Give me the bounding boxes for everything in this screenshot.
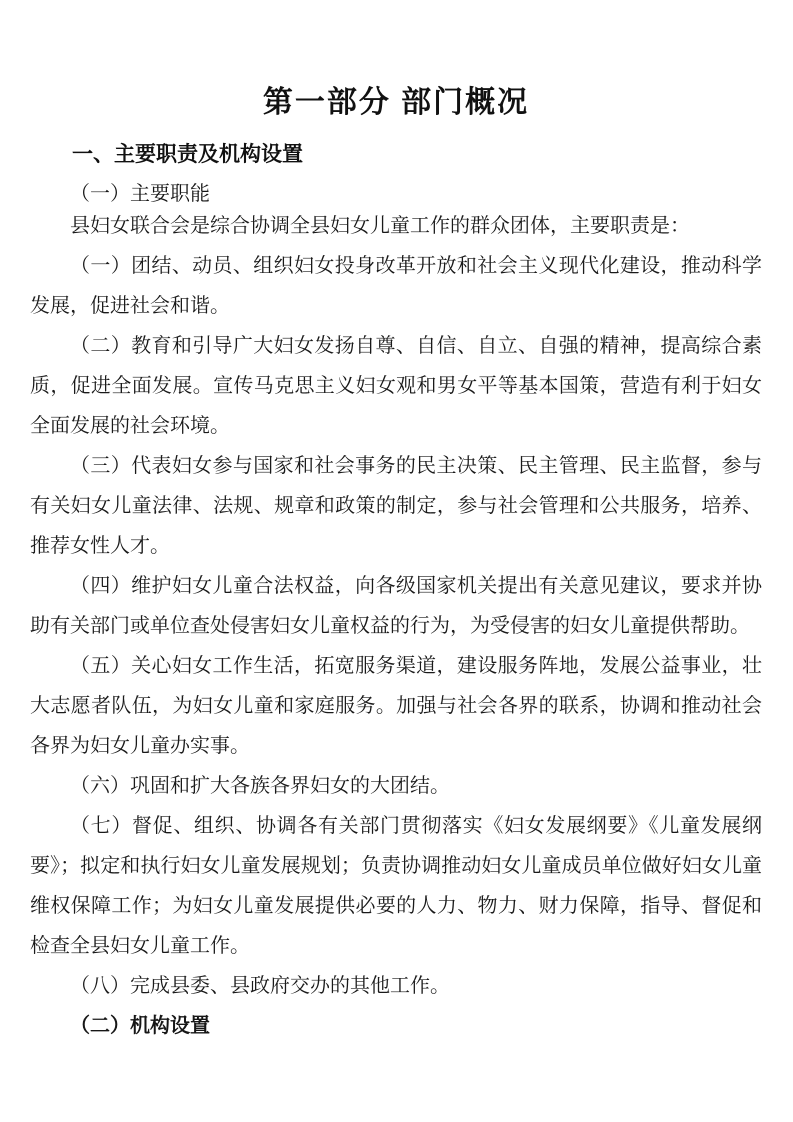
paragraph-intro: 县妇女联合会是综合协调全县妇女儿童工作的群众团体，主要职责是： [70, 215, 690, 237]
paragraph-duty-6: （六）巩固和扩大各族各界妇女的大团结。 [70, 775, 450, 797]
document-title: 第一部分 部门概况 [262, 86, 530, 119]
paragraph-duty-5: （五）关心妇女工作生活，拓宽服务渠道，建设服务阵地，发展公益事业，壮大志愿者队伍，为妇女儿童和家庭服务。加强与社会各界的联系，协调和推动社会各界为妇女儿童办实事。 [30, 655, 762, 757]
paragraph-duty-7: （七）督促、组织、协调各有关部门贯彻落实《妇女发展纲要》《儿童发展纲要》；拟定和执行妇女儿童发展规划；负责协调推动妇女儿童成员单位做好妇女儿童维权保障工作；为妇女儿童发展提供必要的人力、物力、财力保障，指导、督促和检查全县妇女儿童工作。 [30, 815, 762, 957]
paragraph-duty-4: （四）维护妇女儿童合法权益，向各级国家机关提出有关意见建议，要求并协助有关部门或单位查处侵害妇女儿童权益的行为，为受侵害的妇女儿童提供帮助。 [30, 575, 762, 637]
paragraph-duty-8: （八）完成县委、县政府交办的其他工作。 [70, 975, 450, 997]
paragraph-duty-2: （二）教育和引导广大妇女发扬自尊、自信、自立、自强的精神，提高综合素质，促进全面发展。宣传马克思主义妇女观和男女平等基本国策，营造有利于妇女全面发展的社会环境。 [30, 335, 762, 437]
subsection-heading-main-functions: （一）主要职能 [70, 183, 210, 205]
subsection-heading-org-setup: （二）机构设置 [70, 1015, 210, 1037]
section-heading-duties-and-org: 一、主要职责及机构设置 [72, 143, 303, 166]
paragraph-duty-3: （三）代表妇女参与国家和社会事务的民主决策、民主管理、民主监督，参与有关妇女儿童法律、法规、规章和政策的制定，参与社会管理和公共服务，培养、推荐女性人才。 [30, 455, 762, 557]
paragraph-duty-1: （一）团结、动员、组织妇女投身改革开放和社会主义现代化建设，推动科学发展，促进社会和谐。 [30, 255, 762, 317]
